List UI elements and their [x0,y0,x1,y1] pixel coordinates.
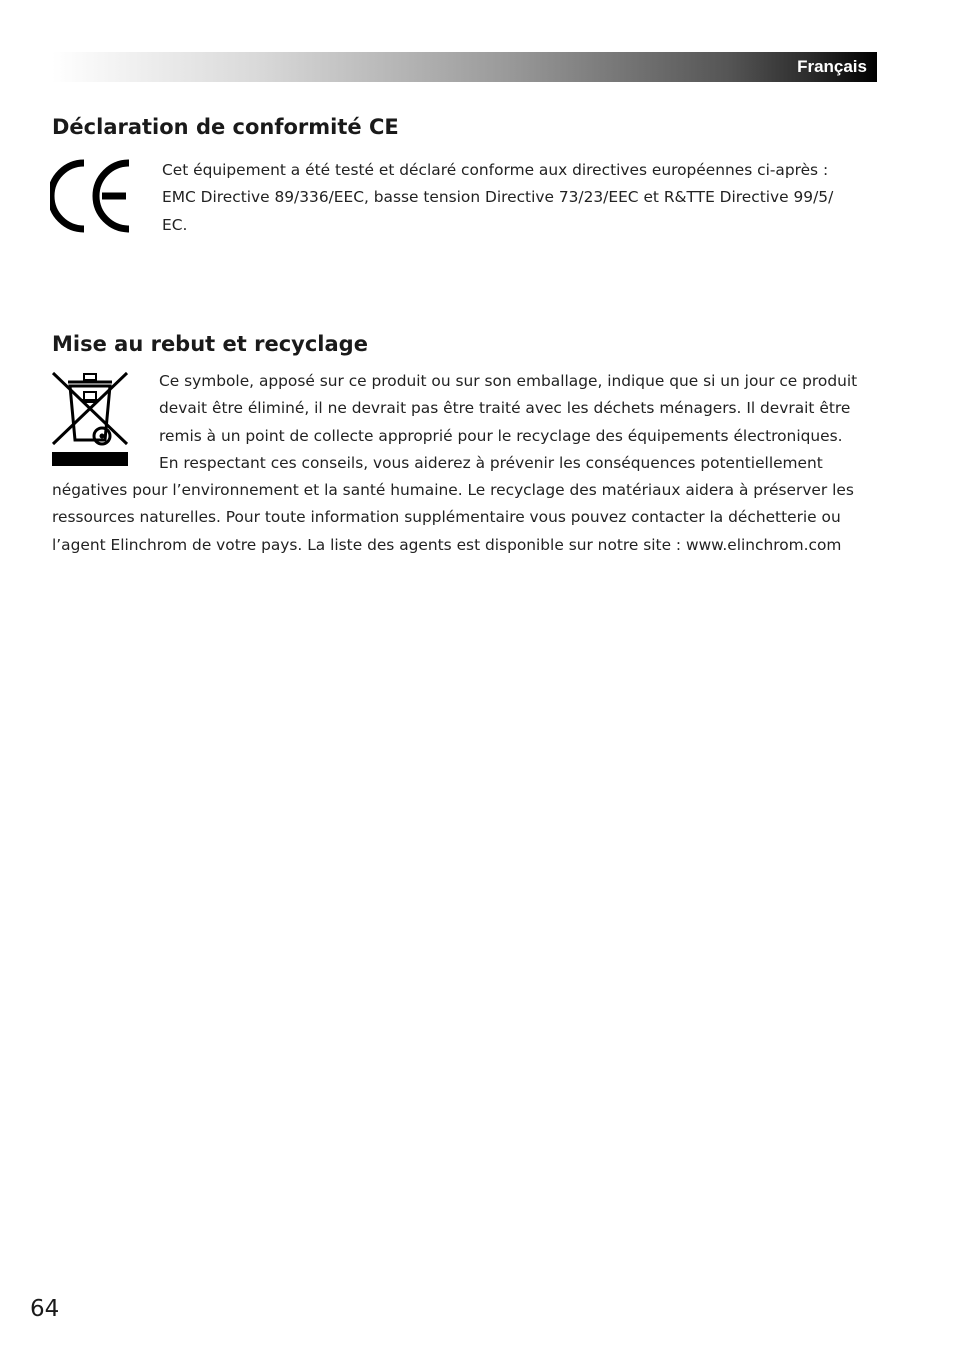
ce-declaration-title: Déclaration de conformité CE [52,115,399,139]
recycling-text-line: devait être éliminé, il ne devrait pas être traité avec les déchets ménagers. Il devrait être [159,399,851,417]
recycling-text-line: négatives pour l’environnement et la santé humaine. Le recyclage des matériaux aidera à préserver les [52,481,854,499]
ce-text-line: EC. [162,216,188,234]
recycling-text-line: remis à un point de collecte approprié pour le recyclage des équipements électroniques. [159,427,843,445]
recycling-text-line: l’agent Elinchrom de votre pays. La liste des agents est disponible sur notre site : www.elinchrom.com [52,536,842,554]
ce-text-line: Cet équipement a été testé et déclaré conforme aux directives européennes ci-après : [162,161,829,179]
recycling-title: Mise au rebut et recyclage [52,332,368,356]
crossed-out-wheelie-bin-icon [50,370,130,466]
language-header-bar [52,52,877,82]
language-label: Français [797,57,867,76]
recycling-text-line: En respectant ces conseils, vous aiderez à prévenir les conséquences potentiellement [159,454,823,472]
page-number: 64 [30,1296,60,1322]
recycling-text-line: Ce symbole, apposé sur ce produit ou sur son emballage, indique que si un jour ce produit [159,372,858,390]
ce-mark-icon [50,159,132,233]
ce-text-line: EMC Directive 89/336/EEC, basse tension Directive 73/23/EEC et R&TTE Directive 99/5/ [162,188,834,206]
recycling-text-line: ressources naturelles. Pour toute information supplémentaire vous pouvez contacter la déchetterie ou [52,508,841,526]
